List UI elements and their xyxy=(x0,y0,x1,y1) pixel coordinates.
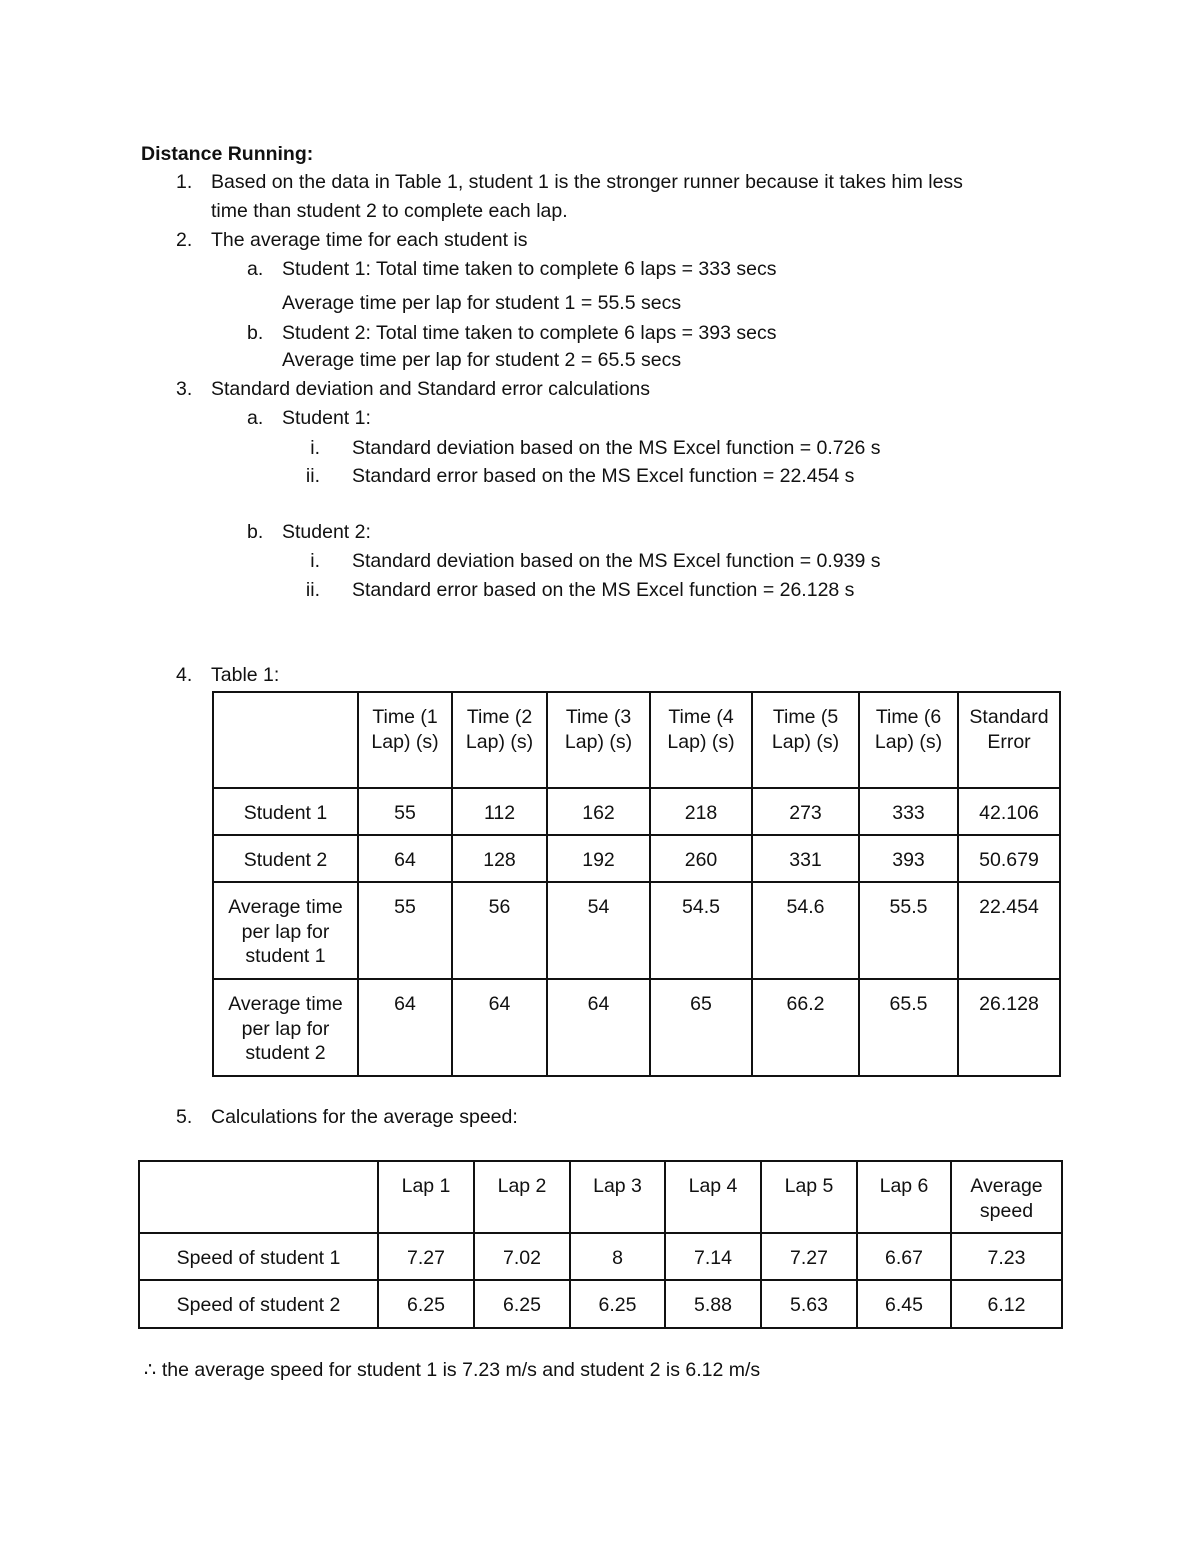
list-number-4: 4. xyxy=(176,664,193,686)
table-cell: 7.14 xyxy=(665,1233,761,1280)
table-cell: Speed of student 1 xyxy=(139,1233,378,1280)
table-cell: 333 xyxy=(859,788,958,835)
table-cell: 7.27 xyxy=(378,1233,474,1280)
answer-2a-line-1: Student 1: Total time taken to complete 6 laps = 333 secs xyxy=(282,258,777,280)
table-1-header-cell: Time (1 Lap) (s) xyxy=(358,692,452,788)
table-1-header-cell: Standard Error xyxy=(958,692,1060,788)
table-cell: 6.12 xyxy=(951,1280,1062,1328)
table-cell: 56 xyxy=(452,882,547,979)
table-cell: 273 xyxy=(752,788,859,835)
answer-3-text: Standard deviation and Standard error calculations xyxy=(211,378,651,400)
table-cell: 218 xyxy=(650,788,752,835)
table-1 xyxy=(212,691,1061,1077)
table-cell: 50.679 xyxy=(958,835,1060,882)
roman-marker-3b-i: i. xyxy=(310,550,320,572)
roman-marker-3a-i: i. xyxy=(310,437,320,459)
table-row xyxy=(213,788,1060,835)
table-1-header-cell: Time (5 Lap) (s) xyxy=(752,692,859,788)
table-1-header-cell: Time (2 Lap) (s) xyxy=(452,692,547,788)
speed-table-header-cell: Lap 4 xyxy=(665,1161,761,1233)
table-cell: 393 xyxy=(859,835,958,882)
table-cell: 64 xyxy=(358,979,452,1076)
list-number-2: 2. xyxy=(176,229,193,251)
speed-table-header-cell: Lap 3 xyxy=(570,1161,665,1233)
table-cell: 54.6 xyxy=(752,882,859,979)
table-1-header-cell xyxy=(213,692,358,788)
table-cell: 64 xyxy=(358,835,452,882)
answer-3a-i: Standard deviation based on the MS Excel function = 0.726 s xyxy=(352,437,881,459)
table-1-label: Table 1: xyxy=(211,664,280,686)
table-cell: 7.27 xyxy=(761,1233,857,1280)
answer-2a-line-2: Average time per lap for student 1 = 55.5 secs xyxy=(282,292,682,314)
table-cell: 7.02 xyxy=(474,1233,570,1280)
answer-2b-line-1: Student 2: Total time taken to complete 6 laps = 393 secs xyxy=(282,322,777,344)
table-cell: 65.5 xyxy=(859,979,958,1076)
table-1-header-row xyxy=(213,692,1060,788)
table-cell: 331 xyxy=(752,835,859,882)
table-cell: 64 xyxy=(452,979,547,1076)
answer-1-line-1: Based on the data in Table 1, student 1 is the stronger runner because it takes him less xyxy=(211,171,963,193)
table-cell: 65 xyxy=(650,979,752,1076)
table-cell: 6.45 xyxy=(857,1280,951,1328)
answer-2-text: The average time for each student is xyxy=(211,229,528,251)
table-row xyxy=(213,835,1060,882)
sub-marker-3b: b. xyxy=(247,521,264,543)
speed-table-header-cell xyxy=(139,1161,378,1233)
table-cell: Student 1 xyxy=(213,788,358,835)
table-cell: Average time per lap for student 1 xyxy=(213,882,358,979)
table-cell: 128 xyxy=(452,835,547,882)
sub-marker-3a: a. xyxy=(247,407,264,429)
roman-marker-3b-ii: ii. xyxy=(305,579,320,601)
table-cell: 260 xyxy=(650,835,752,882)
answer-1-line-2: time than student 2 to complete each lap. xyxy=(211,200,568,222)
table-cell: 66.2 xyxy=(752,979,859,1076)
list-number-1: 1. xyxy=(176,171,193,193)
speed-table xyxy=(138,1160,1063,1329)
table-cell: 5.88 xyxy=(665,1280,761,1328)
conclusion-text: ∴ the average speed for student 1 is 7.23 m/s and student 2 is 6.12 m/s xyxy=(144,1359,761,1381)
table-1-header-cell: Time (3 Lap) (s) xyxy=(547,692,650,788)
list-number-5: 5. xyxy=(176,1106,193,1128)
speed-table-label: Calculations for the average speed: xyxy=(211,1106,518,1128)
table-cell: 22.454 xyxy=(958,882,1060,979)
table-row xyxy=(213,979,1060,1076)
table-1-header-cell: Time (4 Lap) (s) xyxy=(650,692,752,788)
table-cell: 162 xyxy=(547,788,650,835)
table-cell: Student 2 xyxy=(213,835,358,882)
speed-table-header-cell: Average speed xyxy=(951,1161,1062,1233)
table-cell: 54 xyxy=(547,882,650,979)
roman-marker-3a-ii: ii. xyxy=(305,465,320,487)
table-row xyxy=(139,1280,1062,1328)
table-cell: 6.67 xyxy=(857,1233,951,1280)
table-cell: Speed of student 2 xyxy=(139,1280,378,1328)
speed-table-header-cell: Lap 1 xyxy=(378,1161,474,1233)
table-cell: Average time per lap for student 2 xyxy=(213,979,358,1076)
table-cell: 55 xyxy=(358,788,452,835)
table-cell: 6.25 xyxy=(378,1280,474,1328)
answer-3a-text: Student 1: xyxy=(282,407,371,429)
speed-table-header-cell: Lap 2 xyxy=(474,1161,570,1233)
table-cell: 54.5 xyxy=(650,882,752,979)
table-cell: 42.106 xyxy=(958,788,1060,835)
answer-3b-ii: Standard error based on the MS Excel function = 26.128 s xyxy=(352,579,855,601)
answer-3b-text: Student 2: xyxy=(282,521,371,543)
table-row xyxy=(213,882,1060,979)
sub-marker-2a: a. xyxy=(247,258,264,280)
table-cell: 8 xyxy=(570,1233,665,1280)
table-cell: 112 xyxy=(452,788,547,835)
table-cell: 5.63 xyxy=(761,1280,857,1328)
speed-table-header-row xyxy=(139,1161,1062,1233)
answer-2b-line-2: Average time per lap for student 2 = 65.5 secs xyxy=(282,349,682,371)
table-cell: 192 xyxy=(547,835,650,882)
answer-3a-ii: Standard error based on the MS Excel function = 22.454 s xyxy=(352,465,855,487)
table-cell: 6.25 xyxy=(570,1280,665,1328)
list-number-3: 3. xyxy=(176,378,193,400)
table-cell: 55 xyxy=(358,882,452,979)
table-row xyxy=(139,1233,1062,1280)
speed-table-header-cell: Lap 5 xyxy=(761,1161,857,1233)
table-cell: 6.25 xyxy=(474,1280,570,1328)
table-cell: 64 xyxy=(547,979,650,1076)
answer-3b-i: Standard deviation based on the MS Excel function = 0.939 s xyxy=(352,550,881,572)
section-heading: Distance Running: xyxy=(141,143,314,165)
table-1-header-cell: Time (6 Lap) (s) xyxy=(859,692,958,788)
speed-table-header-cell: Lap 6 xyxy=(857,1161,951,1233)
table-cell: 7.23 xyxy=(951,1233,1062,1280)
table-cell: 55.5 xyxy=(859,882,958,979)
table-cell: 26.128 xyxy=(958,979,1060,1076)
sub-marker-2b: b. xyxy=(247,322,264,344)
